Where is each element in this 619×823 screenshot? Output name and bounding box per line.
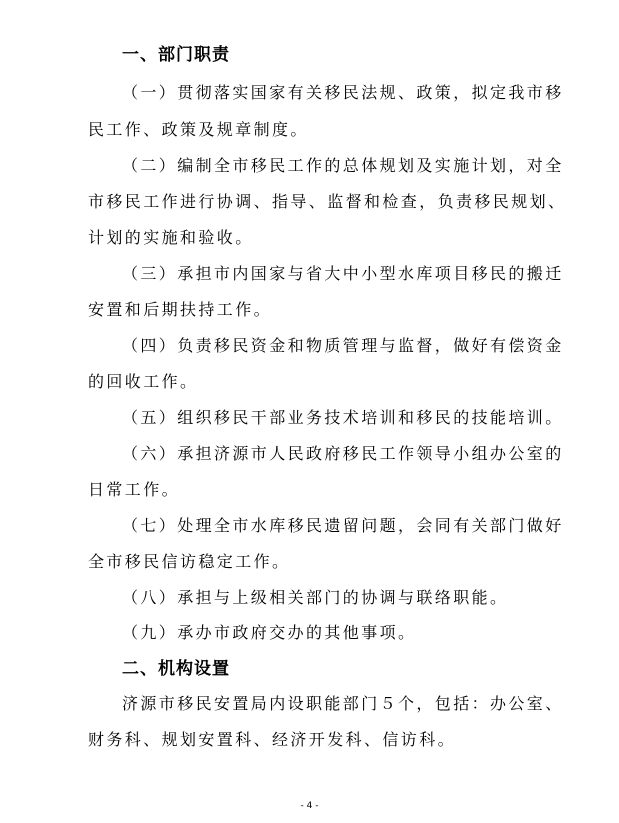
item-2-line-1: （二）编制全市移民工作的总体规划及实施计划，对全 (122, 156, 564, 175)
item-6-line-1: （六）承担济源市人民政府移民工作领导小组办公室的 (122, 444, 564, 463)
item-4-line-1: （四）负责移民资金和物质管理与监督，做好有偿资金 (122, 336, 564, 355)
section-2-heading: 二、机构设置 (122, 659, 230, 679)
item-7-line-2: 全市移民信访稳定工作。 (88, 552, 291, 571)
item-3-line-1: （三）承担市内国家与省大中小型水库项目移民的搬迁 (122, 264, 564, 283)
item-5-line-1: （五）组织移民干部业务技术培训和移民的技能培训。 (122, 408, 564, 427)
item-6-line-2: 日常工作。 (88, 480, 181, 499)
section-2-line-1: 济源市移民安置局内设职能部门５个，包括：办公室、 (122, 694, 564, 713)
section-2-line-2: 财务科、规划安置科、经济开发科、信访科。 (88, 730, 457, 749)
item-2-line-3: 计划的实施和验收。 (88, 228, 254, 247)
page-number: - 4 - (300, 801, 319, 811)
item-7-line-1: （七）处理全市水库移民遗留问题，会同有关部门做好 (122, 516, 564, 535)
item-4-line-2: 的回收工作。 (88, 372, 199, 391)
item-9-line-1: （九）承办市政府交办的其他事项。 (122, 623, 417, 642)
item-3-line-2: 安置和后期扶持工作。 (88, 300, 273, 319)
item-2-line-2: 市移民工作进行协调、指导、监督和检查，负责移民规划、 (88, 192, 567, 211)
item-1-line-2: 民工作、政策及规章制度。 (88, 120, 309, 139)
item-8-line-1: （八）承担与上级相关部门的协调与联络职能。 (122, 588, 509, 607)
section-1-heading: 一、部门职责 (122, 45, 230, 65)
item-1-line-1: （一）贯彻落实国家有关移民法规、政策，拟定我市移 (122, 83, 564, 102)
